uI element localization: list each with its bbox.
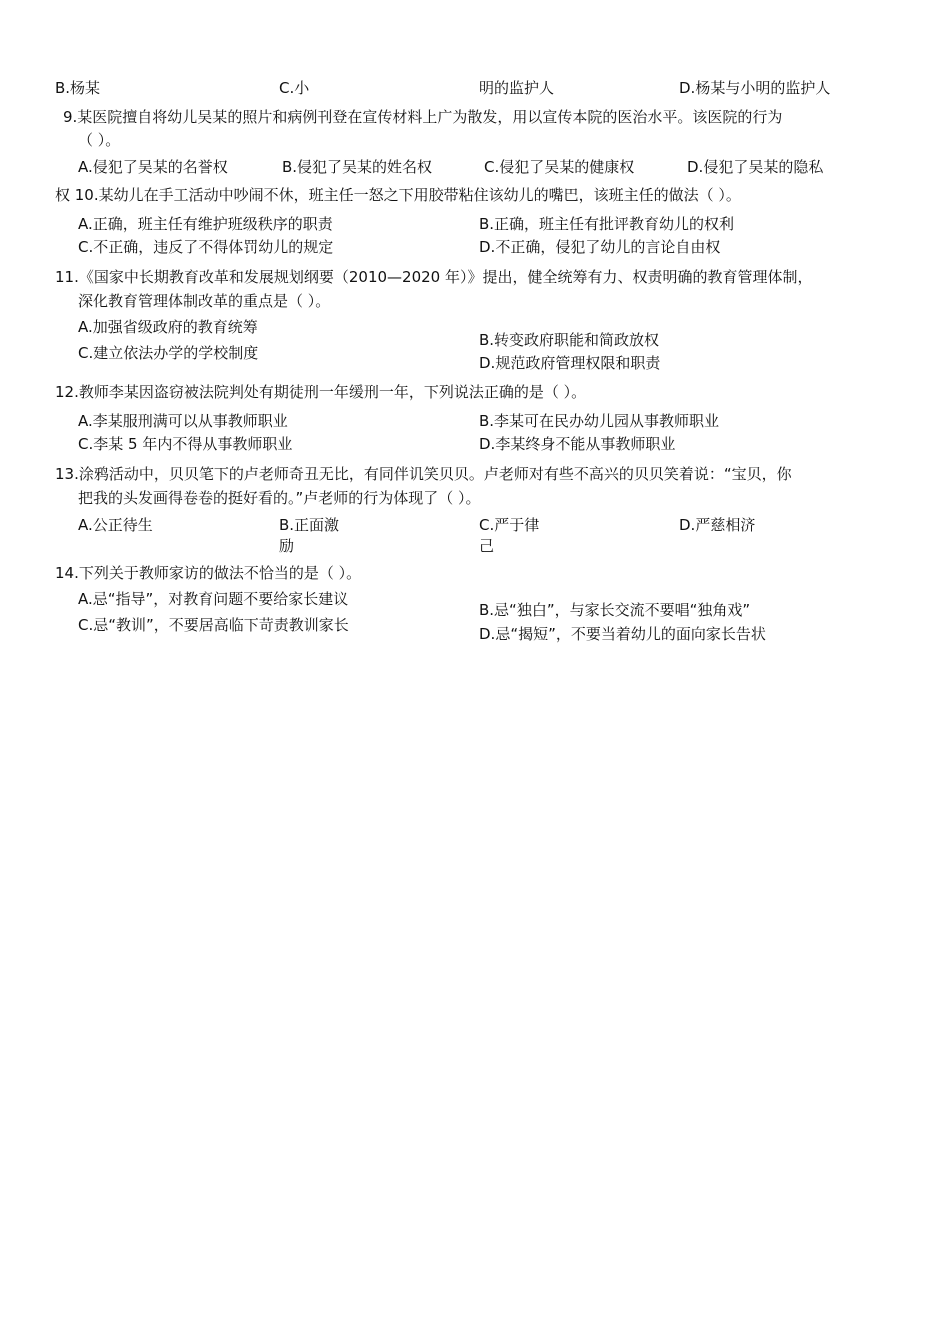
q13-stem-line2: 把我的头发画得卷卷的挺好看的。”卢老师的行为体现了（ ）。 — [78, 489, 481, 507]
q11-stem-line1: 11.《国家中长期教育改革和发展规划纲要（2010—2020 年）》提出，健全统筹有力、权责明确的教育管理体制， — [55, 268, 813, 286]
q14-option-b: B.忌“独白”，与家长交流不要唱“独角戏” — [479, 601, 751, 619]
q13-stem-line1: 13.涂鸦活动中，贝贝笔下的卢老师奇丑无比，有同伴讥笑贝贝。卢老师对有些不高兴的贝贝笑着说：“宝贝，你 — [55, 465, 792, 483]
q14-stem: 14.下列关于教师家访的做法不恰当的是（ ）。 — [55, 564, 362, 582]
q8-option-c-part1: C.小 — [279, 79, 310, 97]
q10-stem: 权 10.某幼儿在手工活动中吵闹不休，班主任一怒之下用胶带粘住该幼儿的嘴巴，该班主任的做法（ ）。 — [55, 186, 741, 204]
q12-stem: 12.教师李某因盗窃被法院判处有期徒刑一年缓刑一年，下列说法正确的是（ ）。 — [55, 383, 587, 401]
q10-option-b: B.正确，班主任有批评教育幼儿的权利 — [479, 215, 735, 233]
q9-option-c: C.侵犯了吴某的健康权 — [484, 158, 635, 176]
q9-option-a: A.侵犯了吴某的名誉权 — [78, 158, 228, 176]
q13-option-b-part1: B.正面激 — [279, 516, 340, 534]
q14-option-a: A.忌“指导”，对教育问题不要给家长建议 — [78, 590, 349, 608]
q14-option-d: D.忌“揭短”，不要当着幼儿的面向家长告状 — [479, 625, 766, 643]
q9-option-d: D.侵犯了吴某的隐私 — [687, 158, 824, 176]
q12-option-b: B.李某可在民办幼儿园从事教师职业 — [479, 412, 720, 430]
q11-option-b: B.转变政府职能和简政放权 — [479, 331, 660, 349]
q11-option-d: D.规范政府管理权限和职责 — [479, 354, 661, 372]
q9-stem-line1: 9.某医院擅自将幼儿吴某的照片和病例刊登在宣传材料上广为散发，用以宣传本院的医治水平。该医院的行为 — [63, 108, 783, 126]
q12-option-a: A.李某服刑满可以从事教师职业 — [78, 412, 288, 430]
q13-option-b-part2: 励 — [279, 537, 295, 555]
q13-option-a: A.公正待生 — [78, 516, 153, 534]
q9-stem-line2: （ ）。 — [78, 131, 121, 149]
q10-option-a: A.正确，班主任有维护班级秩序的职责 — [78, 215, 333, 233]
q9-option-b: B.侵犯了吴某的姓名权 — [282, 158, 433, 176]
q14-option-c: C.忌“教训”，不要居高临下苛责教训家长 — [78, 616, 349, 634]
q10-option-d: D.不正确，侵犯了幼儿的言论自由权 — [479, 238, 721, 256]
q13-option-c-part1: C.严于律 — [479, 516, 540, 534]
q13-option-d: D.严慈相济 — [679, 516, 756, 534]
q12-option-d: D.李某终身不能从事教师职业 — [479, 435, 676, 453]
q12-option-c: C.李某 5 年内不得从事教师职业 — [78, 435, 293, 453]
q8-option-c-part2: 明的监护人 — [479, 79, 555, 97]
q8-option-d: D.杨某与小明的监护人 — [679, 79, 831, 97]
q13-option-c-part2: 己 — [479, 537, 495, 555]
q8-option-b: B.杨某 — [55, 79, 101, 97]
q11-option-c: C.建立依法办学的学校制度 — [78, 344, 259, 362]
q10-option-c: C.不正确，违反了不得体罚幼儿的规定 — [78, 238, 334, 256]
q11-option-a: A.加强省级政府的教育统筹 — [78, 318, 258, 336]
q11-stem-line2: 深化教育管理体制改革的重点是（ ）。 — [78, 292, 331, 310]
